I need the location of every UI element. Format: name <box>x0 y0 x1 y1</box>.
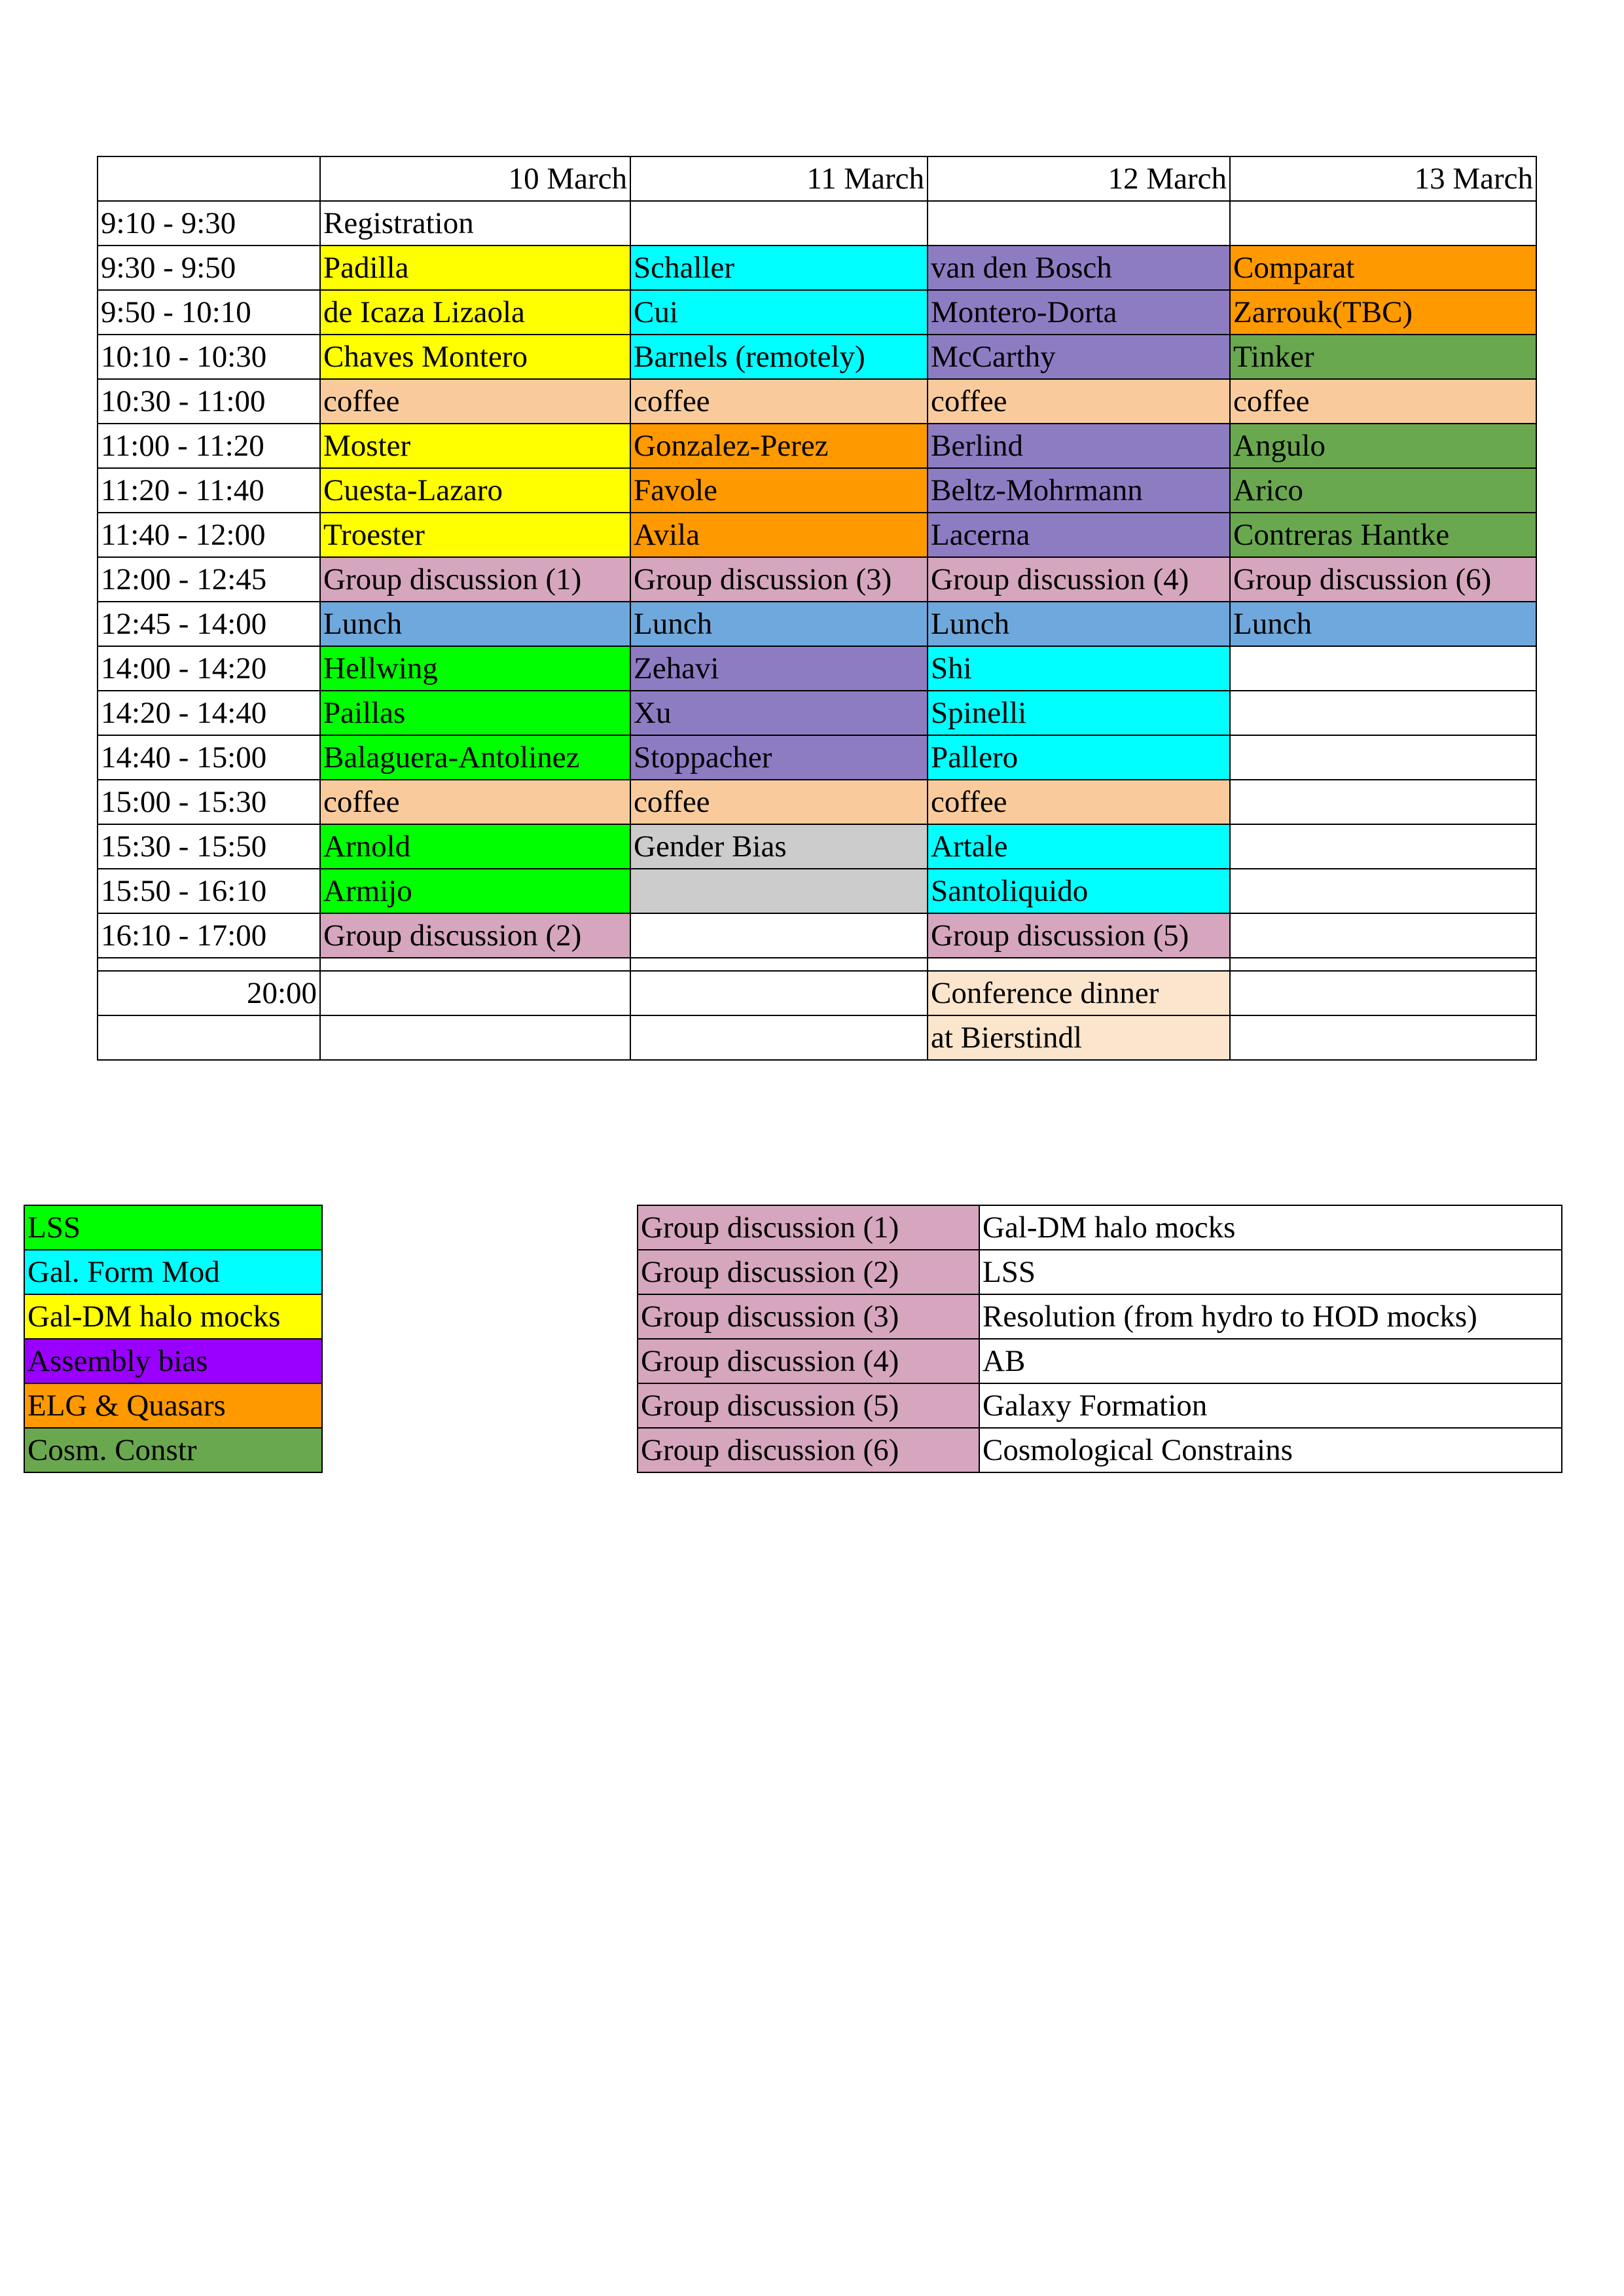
session-cell: Tinker <box>1230 335 1536 379</box>
time-slot <box>98 1015 320 1060</box>
time-slot: 16:10 - 17:00 <box>98 913 320 958</box>
session-cell: Chaves Montero <box>320 335 630 379</box>
session-cell: McCarthy <box>928 335 1230 379</box>
session-cell: Moster <box>320 424 630 468</box>
session-cell: Registration <box>320 201 630 246</box>
session-cell: de Icaza Lizaola <box>320 290 630 335</box>
session-cell <box>1230 691 1536 735</box>
session-cell: Shi <box>928 646 1230 691</box>
time-slot: 15:00 - 15:30 <box>98 780 320 824</box>
session-cell: Lunch <box>320 602 630 646</box>
session-cell <box>320 1015 630 1060</box>
group-label: Group discussion (6) <box>638 1428 979 1472</box>
day-header: 11 March <box>630 156 928 201</box>
session-cell: Group discussion (1) <box>320 557 630 602</box>
spacer-cell <box>630 958 928 971</box>
session-cell: Group discussion (4) <box>928 557 1230 602</box>
session-cell: Lunch <box>1230 602 1536 646</box>
session-cell <box>1230 1015 1536 1060</box>
table-row <box>98 379 1536 424</box>
track-legend-body <box>24 1205 322 1472</box>
session-cell: Paillas <box>320 691 630 735</box>
session-cell: coffee <box>928 780 1230 824</box>
session-cell: Barnels (remotely) <box>630 335 928 379</box>
session-cell: Hellwing <box>320 646 630 691</box>
session-cell <box>320 971 630 1015</box>
session-cell <box>1230 646 1536 691</box>
group-label: Group discussion (5) <box>638 1383 979 1428</box>
session-cell <box>1230 201 1536 246</box>
session-cell: Beltz-Mohrmann <box>928 468 1230 513</box>
session-cell: Montero-Dorta <box>928 290 1230 335</box>
session-cell <box>1230 971 1536 1015</box>
schedule-body <box>98 156 1536 1060</box>
session-cell: Arico <box>1230 468 1536 513</box>
legend-row <box>24 1294 322 1339</box>
table-row <box>98 646 1536 691</box>
session-cell: Lacerna <box>928 513 1230 557</box>
session-cell: Favole <box>630 468 928 513</box>
table-row <box>98 424 1536 468</box>
table-row <box>98 1015 1536 1060</box>
legend-row <box>24 1205 322 1250</box>
time-slot: 9:10 - 9:30 <box>98 201 320 246</box>
session-cell: van den Bosch <box>928 246 1230 290</box>
time-slot: 9:30 - 9:50 <box>98 246 320 290</box>
session-cell: Zarrouk(TBC) <box>1230 290 1536 335</box>
session-cell: coffee <box>928 379 1230 424</box>
table-row <box>98 246 1536 290</box>
session-cell: Angulo <box>1230 424 1536 468</box>
corner-cell <box>98 156 320 201</box>
group-label: Group discussion (3) <box>638 1294 979 1339</box>
legend-entry: ELG & Quasars <box>24 1383 322 1428</box>
time-slot: 12:45 - 14:00 <box>98 602 320 646</box>
session-cell: Conference dinner <box>928 971 1230 1015</box>
time-slot: 15:50 - 16:10 <box>98 869 320 913</box>
session-cell <box>630 201 928 246</box>
session-cell <box>1230 735 1536 780</box>
session-cell: Comparat <box>1230 246 1536 290</box>
table-row <box>98 557 1536 602</box>
session-cell: Artale <box>928 824 1230 869</box>
table-row <box>98 691 1536 735</box>
session-cell: Lunch <box>630 602 928 646</box>
table-row <box>98 824 1536 869</box>
table-row <box>98 290 1536 335</box>
time-slot: 11:20 - 11:40 <box>98 468 320 513</box>
schedule-table <box>97 156 1537 1061</box>
table-row <box>98 869 1536 913</box>
legend-row <box>24 1250 322 1294</box>
session-cell: Group discussion (2) <box>320 913 630 958</box>
group-row <box>638 1428 1562 1472</box>
session-cell: Zehavi <box>630 646 928 691</box>
session-cell: Padilla <box>320 246 630 290</box>
session-cell <box>630 869 928 913</box>
session-cell: coffee <box>320 379 630 424</box>
session-cell: Group discussion (6) <box>1230 557 1536 602</box>
spacer-cell <box>1230 958 1536 971</box>
group-row <box>638 1205 1562 1250</box>
table-row <box>98 513 1536 557</box>
table-row <box>98 468 1536 513</box>
session-cell <box>1230 780 1536 824</box>
session-cell <box>1230 913 1536 958</box>
group-topic: Gal-DM halo mocks <box>979 1205 1562 1250</box>
group-topic: AB <box>979 1339 1562 1383</box>
session-cell: at Bierstindl <box>928 1015 1230 1060</box>
table-row <box>98 913 1536 958</box>
session-cell: Gender Bias <box>630 824 928 869</box>
legend-entry: Gal-DM halo mocks <box>24 1294 322 1339</box>
time-slot: 10:30 - 11:00 <box>98 379 320 424</box>
session-cell <box>1230 869 1536 913</box>
group-discussion-topics <box>637 1205 1562 1473</box>
group-topic: LSS <box>979 1250 1562 1294</box>
time-slot: 14:20 - 14:40 <box>98 691 320 735</box>
session-cell: Balaguera-Antolinez <box>320 735 630 780</box>
group-discussion-topics-body <box>638 1205 1562 1472</box>
time-slot: 11:00 - 11:20 <box>98 424 320 468</box>
spacer-cell <box>928 958 1230 971</box>
legend-entry: Assembly bias <box>24 1339 322 1383</box>
session-cell: Stoppacher <box>630 735 928 780</box>
time-slot: 10:10 - 10:30 <box>98 335 320 379</box>
legend-row <box>24 1428 322 1472</box>
group-row <box>638 1294 1562 1339</box>
time-slot: 20:00 <box>98 971 320 1015</box>
spacer-cell <box>98 958 320 971</box>
table-row <box>98 780 1536 824</box>
session-cell: Group discussion (5) <box>928 913 1230 958</box>
session-cell: coffee <box>630 379 928 424</box>
group-topic: Resolution (from hydro to HOD mocks) <box>979 1294 1562 1339</box>
session-cell: Pallero <box>928 735 1230 780</box>
group-row <box>638 1250 1562 1294</box>
session-cell: coffee <box>1230 379 1536 424</box>
session-cell: Avila <box>630 513 928 557</box>
group-row <box>638 1383 1562 1428</box>
time-slot: 14:40 - 15:00 <box>98 735 320 780</box>
session-cell: Troester <box>320 513 630 557</box>
spacer-row <box>98 958 1536 971</box>
session-cell: Santoliquido <box>928 869 1230 913</box>
session-cell: Berlind <box>928 424 1230 468</box>
day-header: 12 March <box>928 156 1230 201</box>
session-cell: Group discussion (3) <box>630 557 928 602</box>
session-cell <box>630 971 928 1015</box>
day-header: 10 March <box>320 156 630 201</box>
group-label: Group discussion (1) <box>638 1205 979 1250</box>
session-cell: Lunch <box>928 602 1230 646</box>
spacer-cell <box>320 958 630 971</box>
session-cell <box>928 201 1230 246</box>
legend-entry: Cosm. Constr <box>24 1428 322 1472</box>
session-cell <box>1230 824 1536 869</box>
time-slot: 11:40 - 12:00 <box>98 513 320 557</box>
group-label: Group discussion (4) <box>638 1339 979 1383</box>
time-slot: 14:00 - 14:20 <box>98 646 320 691</box>
session-cell: Contreras Hantke <box>1230 513 1536 557</box>
track-legend <box>24 1205 323 1473</box>
table-row <box>98 602 1536 646</box>
table-row <box>98 201 1536 246</box>
day-header: 13 March <box>1230 156 1536 201</box>
session-cell: Cuesta-Lazaro <box>320 468 630 513</box>
session-cell: Schaller <box>630 246 928 290</box>
session-cell: Xu <box>630 691 928 735</box>
schedule-header-row <box>98 156 1536 201</box>
time-slot: 9:50 - 10:10 <box>98 290 320 335</box>
group-label: Group discussion (2) <box>638 1250 979 1294</box>
table-row <box>98 335 1536 379</box>
session-cell: Spinelli <box>928 691 1230 735</box>
table-row <box>98 735 1536 780</box>
session-cell: Armijo <box>320 869 630 913</box>
group-row <box>638 1339 1562 1383</box>
session-cell <box>630 1015 928 1060</box>
table-row <box>98 971 1536 1015</box>
group-topic: Cosmological Constrains <box>979 1428 1562 1472</box>
session-cell: Gonzalez-Perez <box>630 424 928 468</box>
legend-row <box>24 1383 322 1428</box>
session-cell: Cui <box>630 290 928 335</box>
session-cell: coffee <box>630 780 928 824</box>
legend-entry: Gal. Form Mod <box>24 1250 322 1294</box>
session-cell: coffee <box>320 780 630 824</box>
session-cell: Arnold <box>320 824 630 869</box>
legend-row <box>24 1339 322 1383</box>
legend-entry: LSS <box>24 1205 322 1250</box>
session-cell <box>630 913 928 958</box>
group-topic: Galaxy Formation <box>979 1383 1562 1428</box>
time-slot: 15:30 - 15:50 <box>98 824 320 869</box>
time-slot: 12:00 - 12:45 <box>98 557 320 602</box>
